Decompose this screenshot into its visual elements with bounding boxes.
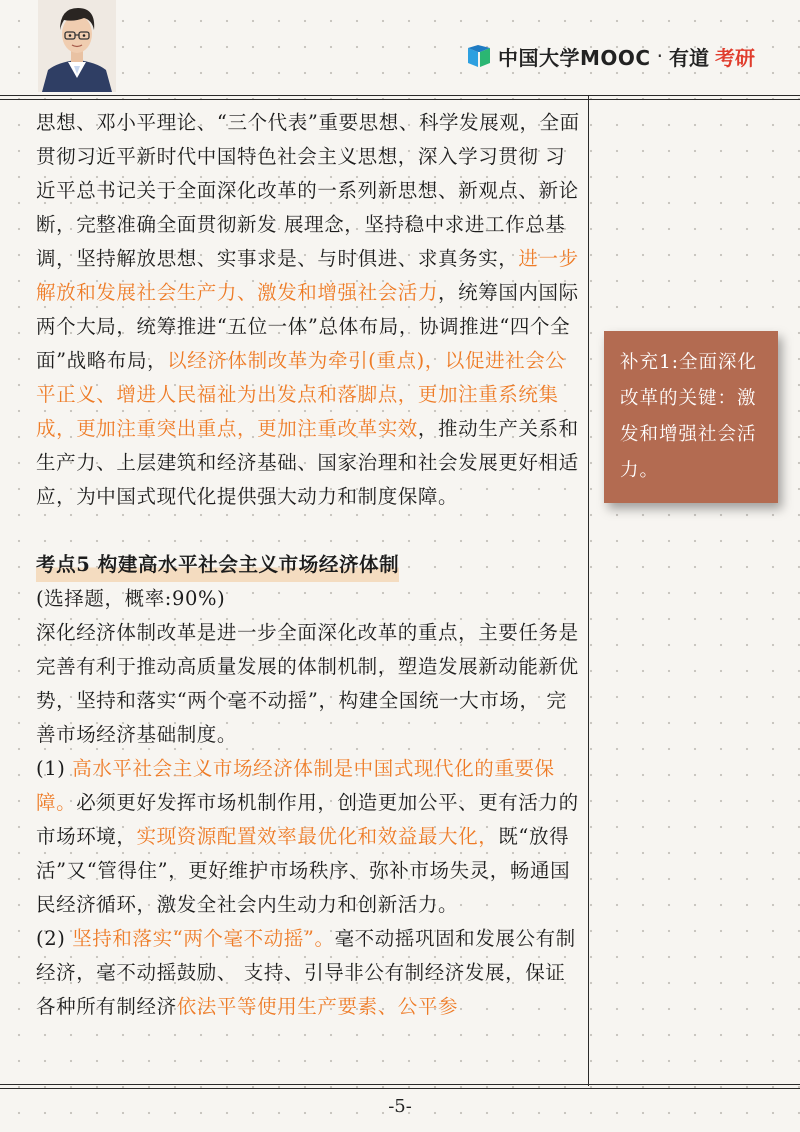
text-run: (2) <box>36 927 73 950</box>
highlight-text: 高水平社会主义市场经济体制是中国式现代化的重要保障。 <box>36 757 555 814</box>
sticky-note <box>604 331 778 503</box>
footer-rule-inner <box>0 1088 800 1089</box>
text-run: ，推动生产关系和生产力、上层建筑和经济基础、国家治理和社会发展更好相适应，为中国式现代化提供强大动力和制度保障。 <box>36 417 579 508</box>
paragraph-intro <box>36 106 584 514</box>
logo-separator: · <box>656 44 663 68</box>
logo-brand-text: 中国大学MOOC <box>498 45 651 70</box>
highlight-text: 坚持和落实“两个毫不动摇”。 <box>72 927 335 950</box>
text-run: 思想、邓小平理论、“三个代表”重要思想、科学发展观，全面贯彻习近平新时代中国特色社会主义思想，深入学习贯彻 习近平总书记关于全面深化改革的一系列新思想、新观点、新论断，完整准确全面贯彻新发 展理念，坚持稳中求进工作总基调，坚持解放思想、实事求是、与时俱进、求真务实， <box>36 111 580 270</box>
section-subheading: (选择题，概率:90%) <box>36 587 226 610</box>
text-run: 既“放得活”又“管得住”，更好维护市场秩序、弥补市场失灵，畅通国民经济循环，激发全社会内生动力和创新活力。 <box>36 825 571 916</box>
logo-kaoyan-text: 考研 <box>714 45 755 70</box>
page-number: -5- <box>388 1096 412 1117</box>
list-item-1 <box>36 752 584 922</box>
paragraph-overview: 深化经济体制改革是进一步全面深化改革的重点，主要任务是完善有利于推动高质量发展的体制机制，塑造发展新动能新优势，坚持和落实“两个毫不动摇”，构建全国统一大市场， 完善市场经济基础制度。 <box>36 621 579 746</box>
section-heading-line <box>36 548 584 582</box>
sticky-note-text: 补充1:全面深化改革的关键：激发和增强社会活力。 <box>620 352 758 481</box>
header-rule-inner <box>0 99 800 100</box>
column-divider <box>588 96 589 1086</box>
list-item-2 <box>36 922 584 1024</box>
mooc-book-icon <box>466 43 492 69</box>
logo-youdao-text: 有道 <box>668 45 709 70</box>
main-content <box>36 106 584 1024</box>
highlight-text: 进一步解放和发展社会生产力、激发和增强社会活力 <box>36 247 579 304</box>
text-run: (1) <box>36 757 73 780</box>
avatar-portrait-icon <box>38 0 116 92</box>
text-run: 必须更好发挥市场机制作用，创造更加公平、更有活力的市场环境， <box>36 791 579 848</box>
highlight-text: 以经济体制改革为牵引(重点)，以促进社会公平正义、增进人民福祉为出发点和落脚点，更加注重系统集成，更加注重突出重点，更加注重改革实效 <box>36 349 566 440</box>
text-run: 毫不动摇巩固和发展公有制经济，毫不动摇鼓励、 支持、引导非公有制经济发展，保证各种所有制经济 <box>36 927 576 1018</box>
spacer <box>36 514 584 548</box>
highlight-text: 实现资源配置效率最优化和效益最大化， <box>136 825 499 848</box>
highlight-text: 依法平等使用生产要素、公平参 <box>176 995 459 1018</box>
footer-rule <box>0 1084 800 1085</box>
section-heading: 考点5 构建高水平社会主义市场经济体制 <box>36 548 399 582</box>
logo <box>466 40 755 72</box>
header-rule <box>0 95 800 96</box>
text-run: ，统筹国内国际两个大局，统筹推进“五位一体”总体布局，协调推进“四个全面”战略布局， <box>36 281 579 372</box>
avatar <box>38 0 116 92</box>
